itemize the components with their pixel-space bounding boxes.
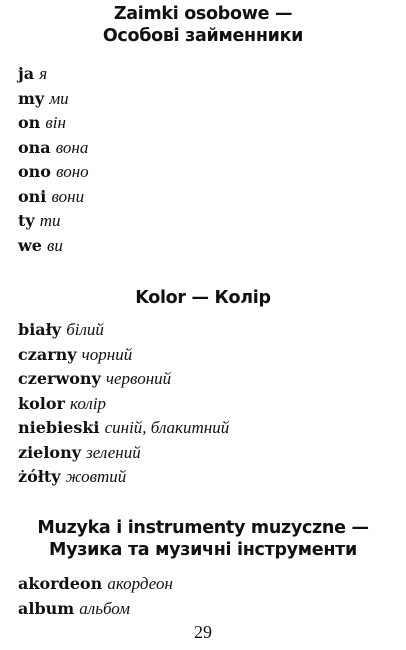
section-title-line: Muzyka i instrumenty muzyczne — — [37, 518, 369, 538]
ukrainian-translation: ми — [49, 88, 69, 108]
polish-word: ty — [18, 211, 35, 230]
polish-word: ona — [18, 137, 51, 157]
ukrainian-translation: акордеон — [107, 574, 173, 593]
section-title-line: Особові займенники — [102, 26, 304, 46]
section-title-line: Zaimki osobowe — — [113, 4, 293, 24]
list-item — [18, 441, 229, 466]
polish-word: akordeon — [18, 574, 103, 593]
ukrainian-translation: вона — [55, 137, 89, 157]
polish-word: zielony — [18, 442, 82, 462]
list-item — [18, 185, 89, 210]
list-item — [18, 62, 89, 87]
list-item — [18, 572, 173, 597]
ukrainian-translation: білий — [66, 320, 104, 339]
ukrainian-translation: ти — [39, 211, 61, 230]
ukrainian-translation: зелений — [86, 442, 141, 462]
polish-word: ja — [18, 64, 35, 83]
page-number: 29 — [194, 622, 212, 642]
polish-word: czarny — [18, 344, 77, 364]
polish-word: niebieski — [18, 418, 100, 437]
polish-word: żółty — [18, 467, 61, 486]
ukrainian-translation: червоний — [105, 369, 172, 388]
list-item — [18, 465, 229, 490]
section-title-colors — [0, 287, 406, 309]
polish-word: oni — [18, 186, 47, 206]
ukrainian-translation: чорний — [81, 344, 133, 364]
list-item — [18, 392, 229, 417]
list-item — [18, 416, 229, 441]
list-item — [18, 160, 89, 185]
ukrainian-translation: він — [45, 113, 66, 132]
polish-word: we — [18, 235, 42, 255]
polish-word: on — [18, 113, 41, 132]
list-item — [18, 111, 89, 136]
section-title-pronouns — [0, 3, 406, 47]
section-title-line: Kolor — Колір — [135, 288, 271, 308]
list-item — [18, 367, 229, 392]
polish-word: czerwony — [18, 369, 101, 388]
list-item — [18, 234, 89, 259]
music-list — [18, 572, 173, 621]
ukrainian-translation: жовтий — [65, 467, 127, 486]
polish-word: kolor — [18, 393, 65, 413]
ukrainian-translation: ви — [47, 235, 63, 255]
list-item — [18, 343, 229, 368]
colors-list — [18, 318, 229, 490]
list-item — [18, 209, 89, 234]
pronouns-list — [18, 62, 89, 258]
ukrainian-translation: вони — [51, 186, 85, 206]
polish-word: my — [18, 88, 45, 108]
section-title-music — [0, 517, 406, 561]
polish-word: ono — [18, 162, 51, 181]
ukrainian-translation: колір — [70, 393, 107, 413]
polish-word: biały — [18, 320, 62, 339]
list-item — [18, 318, 229, 343]
ukrainian-translation: синій, блакитний — [104, 418, 230, 437]
list-item — [18, 597, 173, 622]
polish-word: album — [18, 598, 75, 618]
list-item — [18, 87, 89, 112]
ukrainian-translation: воно — [56, 162, 89, 181]
ukrainian-translation: я — [39, 64, 48, 83]
section-title-line: Музика та музичні інструменти — [49, 540, 357, 560]
list-item — [18, 136, 89, 161]
ukrainian-translation: альбом — [79, 598, 130, 618]
